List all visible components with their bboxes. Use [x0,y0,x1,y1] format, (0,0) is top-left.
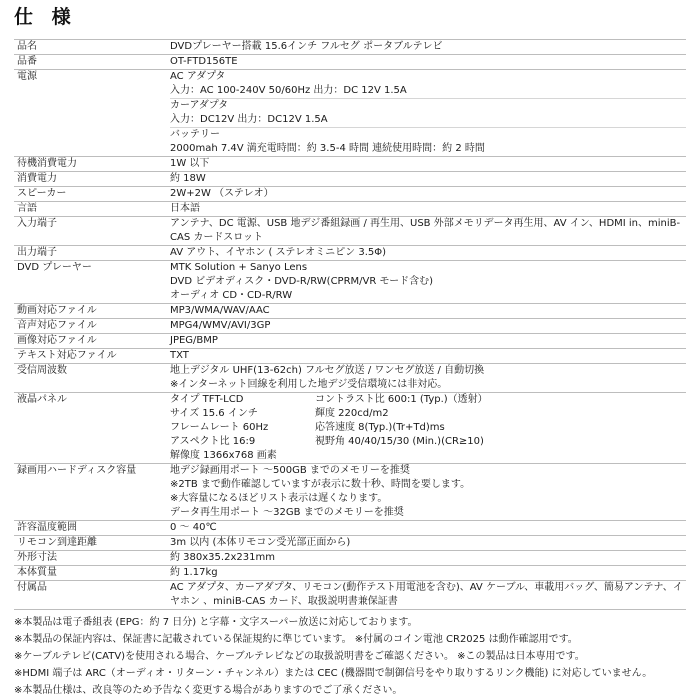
lcd-spec-item: 輝度 220cd/m2 [315,408,389,419]
spec-value-line: 0 ～ 40℃ [170,522,217,533]
spec-row [14,319,686,334]
lcd-spec-item: 視野角 40/40/15/30 (Min.)(CR≥10) [315,436,484,447]
spec-row [14,246,686,261]
spec-value [169,172,686,186]
spec-value [169,304,686,318]
spec-value-line: 2W+2W （ステレオ） [170,188,274,199]
spec-value-line: AC アダプタ、カーアダプタ、リモコン(動作テスト用電池を含む)、AV ケーブル、車載用バッグ、簡易アンテナ、イヤホン 、miniB-CAS カード、取扱説明書兼保証書 [170,582,683,607]
spec-label: 液晶パネル [17,394,67,405]
spec-value [169,364,686,392]
spec-value-line: 地デジ録画用ポート ～500GB までのメモリーを推奨 [170,465,410,476]
spec-value-line: バッテリー [170,127,686,142]
spec-value-line: OT-FTD156TE [170,56,238,67]
spec-row [14,334,686,349]
spec-row [14,261,686,304]
spec-label: 音声対応ファイル [17,320,97,331]
note-line: ※本製品の保証内容は、保証書に記載されている保証規約に準じています。 ※付属のコイン電池 CR2025 は動作確認用です。 [14,634,578,645]
spec-value-line: 入力：AC 100-240V 50/60Hz 出力：DC 12V 1.5A [170,85,407,96]
spec-row [14,464,686,521]
spec-label: 待機消費電力 [17,158,77,169]
spec-value [169,536,686,550]
lcd-spec-column-left [170,393,315,463]
note-line: ※HDMI 端子は ARC（オーディオ・リターン・チャンネル）または CEC (機器間で制御信号をやり取りするリンク機能) に対応していません。 [14,668,653,679]
spec-row [14,364,686,393]
spec-label: リモコン到達距離 [17,537,97,548]
spec-row [14,187,686,202]
spec-value [169,246,686,260]
spec-row [14,581,686,610]
spec-value [169,40,686,54]
spec-row [14,39,686,55]
spec-value-line: AC アダプタ [170,71,226,82]
spec-value [169,55,686,69]
spec-label: DVD プレーヤー [17,262,92,273]
spec-value-line: 約 1.17kg [170,567,218,578]
spec-label: 品番 [17,56,37,67]
spec-value-line: AV アウト、イヤホン ( ステレオミニピン 3.5Φ) [170,247,387,258]
spec-row [14,551,686,566]
spec-value [169,217,686,245]
spec-label: 出力端子 [17,247,57,258]
spec-label: 電源 [17,71,37,82]
spec-label: スピーカー [17,188,67,199]
spec-label: 付属品 [17,582,47,593]
lcd-spec-item: コントラスト比 600:1 (Typ.)（透射） [315,394,488,405]
lcd-spec-grid [169,393,686,463]
spec-value-line: 約 380x35.2x231mm [170,552,275,563]
spec-value [169,319,686,333]
spec-row [14,172,686,187]
spec-value [169,581,686,609]
spec-value-line: ※インターネット回線を利用した地デジ受信環境には非対応。 [170,379,448,390]
notes-section [14,614,694,699]
spec-row [14,70,686,157]
spec-value [169,521,686,535]
spec-label: 言語 [17,203,37,214]
spec-row [14,521,686,536]
spec-value-line: 約 18W [170,173,206,184]
spec-value-line: アンテナ、DC 電源、USB 地デジ番組録画 / 再生用、USB 外部メモリデータ再生用、AV イン、HDMI in、miniB-CAS カードスロット [170,218,681,243]
spec-label: 入力端子 [17,218,57,229]
lcd-spec-item: 応答速度 8(Typ.)(Tr+Td)ms [315,422,445,433]
spec-value-line: DVD ビデオディスク・DVD-R/RW(CPRM/VR モード含む) [170,276,433,287]
spec-label: 画像対応ファイル [17,335,97,346]
spec-table [14,39,686,610]
spec-row [14,217,686,246]
spec-label: 消費電力 [17,173,57,184]
spec-value-line: 2000mah 7.4V 満充電時間：約 3.5-4 時間 連続使用時間：約 2 時間 [170,143,485,154]
spec-row [14,157,686,172]
spec-row [14,566,686,581]
spec-value-line: 地上デジタル UHF(13-62ch) フルセグ放送 / ワンセグ放送 / 自動切換 [170,365,485,376]
spec-value-line: データ再生用ポート ～32GB までのメモリーを推奨 [170,507,404,518]
spec-row [14,536,686,551]
spec-value [169,202,686,216]
lcd-spec-item: タイプ TFT-LCD [170,394,244,405]
spec-value-line: MPG4/WMV/AVI/3GP [170,320,271,331]
spec-value-line: 日本語 [170,203,200,214]
spec-value [169,551,686,565]
note-line: ※本製品仕様は、改良等のため予告なく変更する場合がありますのでご了承ください。 [14,685,403,696]
spec-label: 外形寸法 [17,552,57,563]
spec-label: テキスト対応ファイル [17,350,117,361]
note-line: ※ケーブルテレビ(CATV)を使用される場合、ケーブルテレビなどの取扱説明書をご確認ください。 ※この製品は日本専用です。 [14,651,585,662]
spec-value-line: オーディオ CD・CD-R/RW [170,290,293,301]
spec-label: 本体質量 [17,567,57,578]
spec-row [14,349,686,364]
spec-value-line: 1W 以下 [170,158,210,169]
spec-value-line: MTK Solution + Sanyo Lens [170,262,308,273]
lcd-spec-item: 解像度 1366x768 画素 [170,450,277,461]
spec-value [169,261,686,303]
spec-value-line: TXT [170,350,189,361]
spec-value-line: 3m 以内 (本体リモコン受光部正面から) [170,537,351,548]
spec-value-line: カーアダプタ [170,98,686,113]
spec-value [169,187,686,201]
spec-value-line: DVDプレーヤー搭載 15.6インチ フルセグ ポータブルテレビ [170,41,443,52]
spec-value [169,464,686,520]
spec-value [169,349,686,363]
spec-label: 受信周波数 [17,365,67,376]
spec-row [14,393,686,464]
spec-label: 品名 [17,41,37,52]
spec-label: 録画用ハードディスク容量 [17,465,137,476]
spec-row [14,55,686,70]
lcd-spec-column-right [315,393,488,463]
spec-value-line: ※大容量になるほどリスト表示は遅くなります。 [170,493,388,504]
spec-value [169,70,686,156]
spec-value-line: MP3/WMA/WAV/AAC [170,305,270,316]
lcd-spec-item: フレームレート 60Hz [170,422,269,433]
spec-value [169,334,686,348]
page-title: 仕 様 [14,6,77,28]
spec-label: 許容温度範囲 [17,522,77,533]
spec-label: 動画対応ファイル [17,305,97,316]
spec-value-line: ※2TB まで動作確認していますが表示に数十秒、時間を要します。 [170,479,471,490]
spec-value-line: JPEG/BMP [170,335,218,346]
note-line: ※本製品は電子番組表 (EPG：約 7 日分) と字幕・文字スーパー放送に対応しております。 [14,617,418,628]
spec-row [14,304,686,319]
lcd-spec-item: アスペクト比 16:9 [170,436,256,447]
lcd-spec-item: サイズ 15.6 インチ [170,408,258,419]
spec-value [169,157,686,171]
spec-row [14,202,686,217]
spec-value [169,566,686,580]
spec-value-line: 入力：DC12V 出力：DC12V 1.5A [170,114,328,125]
